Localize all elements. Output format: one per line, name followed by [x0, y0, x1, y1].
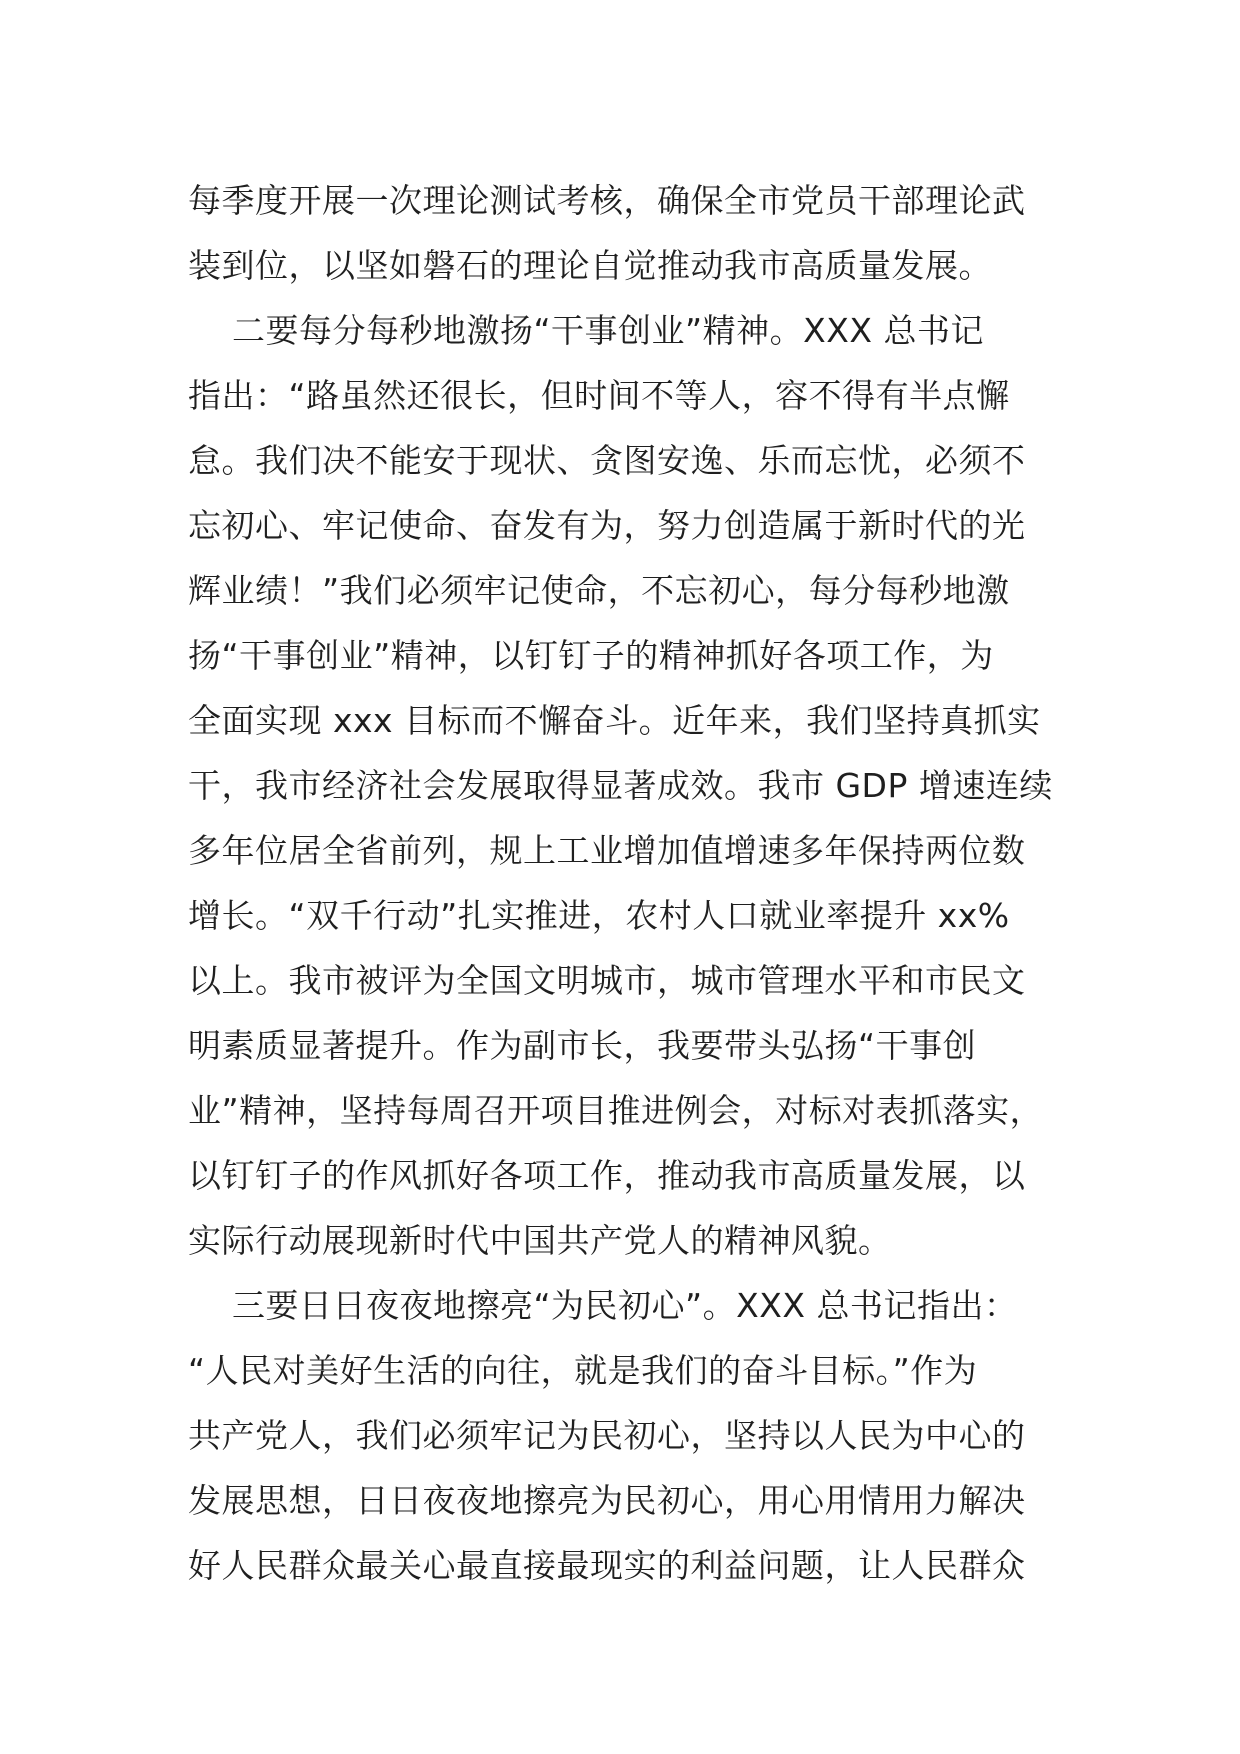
text-line: 怠。我们决不能安于现状、贪图安逸、乐而忘忧，必须不 [188, 441, 1026, 480]
text-line: 指出：“路虽然还很长，但时间不等人，容不得有半点懈 [188, 376, 1010, 415]
text-line: 实际行动展现新时代中国共产党人的精神风貌。 [188, 1221, 892, 1260]
text-line: 共产党人，我们必须牢记为民初心，坚持以人民为中心的 [188, 1416, 1026, 1455]
text-line: 干，我市经济社会发展取得显著成效。我市 GDP 增速连续 [188, 766, 1053, 805]
text-line: 以钉钉子的作风抓好各项工作，推动我市高质量发展，以 [188, 1156, 1026, 1195]
text-line: 扬“干事创业”精神，以钉钉子的精神抓好各项工作，为 [188, 636, 994, 675]
text-line: 发展思想，日日夜夜地擦亮为民初心，用心用情用力解决 [188, 1481, 1026, 1520]
text-line: 忘初心、牢记使命、奋发有为，努力创造属于新时代的光 [188, 506, 1026, 545]
text-line: 多年位居全省前列，规上工业增加值增速多年保持两位数 [188, 831, 1026, 870]
text-line: 业”精神，坚持每周召开项目推进例会，对标对表抓落实， [188, 1091, 1044, 1130]
text-line: 全面实现 xxx 目标而不懈奋斗。近年来，我们坚持真抓实 [188, 701, 1041, 740]
text-line: 二要每分每秒地激扬“干事创业”精神。XXX 总书记 [188, 311, 984, 350]
text-line: “人民对美好生活的向往，就是我们的奋斗目标。”作为 [188, 1351, 978, 1390]
text-line: 增长。“双千行动”扎实推进，农村人口就业率提升 xx% [188, 896, 1010, 935]
text-line: 以上。我市被评为全国文明城市，城市管理水平和市民文 [188, 961, 1026, 1000]
text-line: 好人民群众最关心最直接最现实的利益问题，让人民群众 [188, 1546, 1026, 1585]
text-line: 三要日日夜夜地擦亮“为民初心”。XXX 总书记指出： [188, 1286, 1018, 1325]
text-line: 每季度开展一次理论测试考核，确保全市党员干部理论武 [188, 181, 1026, 220]
text-line: 装到位，以坚如磐石的理论自觉推动我市高质量发展。 [188, 246, 992, 285]
text-line: 辉业绩！”我们必须牢记使命，不忘初心，每分每秒地激 [188, 571, 1010, 610]
body-text [188, 168, 1068, 1598]
text-line: 明素质显著提升。作为副市长，我要带头弘扬“干事创 [188, 1026, 977, 1065]
